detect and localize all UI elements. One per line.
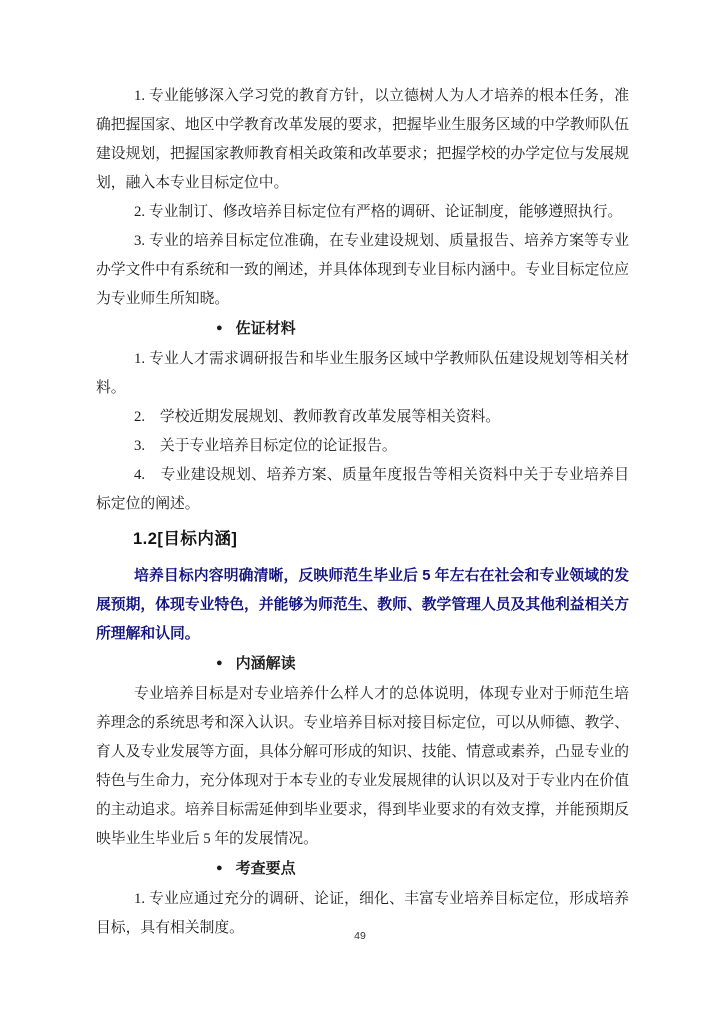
key-points-bullet-heading [96, 854, 629, 885]
evidence-item-1: 1. 专业人才需求调研报告和毕业生服务区域中学教师队伍建设规划等相关材料。 [96, 351, 629, 396]
interpretation-bullet-heading [96, 649, 629, 680]
bullet-icon: ● [216, 657, 223, 669]
clause-3-paragraph: 3. 专业的培养目标定位准确，在专业建设规划、质量报告、培养方案等专业办学文件中有系统和一致的阐述，并具体体现到专业目标内涵中。专业目标定位应为专业师生所知晓。 [96, 233, 629, 307]
clause-2-paragraph: 2. 专业制订、修改培养目标定位有严格的调研、论证制度，能够遵照执行。 [134, 204, 623, 220]
evidence-item-2: 2. 学校近期发展规划、教师教育改革发展等相关资料。 [134, 409, 501, 425]
evidence-bullet-label: 佐证材料 [235, 320, 296, 337]
bullet-icon: ● [216, 862, 223, 874]
standard-statement-paragraph: 培养目标内容明确清晰，反映师范生毕业后 5 年左右在社会和专业领域的发展预期，体现专业特色，并能够为师范生、教师、教学管理人员及其他利益相关方所理解和认同。 [96, 568, 629, 642]
clause-1-paragraph: 1. 专业能够深入学习党的教育方针，以立德树人为人才培养的根本任务，准确把握国家、地区中学教育改革发展的要求，把握毕业生服务区域的中学教师队伍建设规划，把握国家教师教育相关政策和改革要求；把握学校的办学定位与发展规划，融入本专业目标定位中。 [96, 88, 629, 191]
section-1-2-heading: 1.2[目标内涵] [133, 530, 238, 548]
page-number: 49 [354, 930, 366, 942]
key-point-item-1: 1. 专业应通过充分的调研、论证，细化、丰富专业培养目标定位，形成培养目标，具有相关制度。 [96, 891, 629, 936]
evidence-bullet-heading [96, 314, 629, 345]
interpretation-paragraph: 专业培养目标是对专业培养什么样人才的总体说明，体现专业对于师范生培养理念的系统思考和深入认识。专业培养目标对接目标定位，可以从师德、教学、育人及专业发展等方面，具体分解可形成的知识、技能、情意或素养，凸显专业的特色与生命力，充分体现对于本专业的专业发展规律的认识以及对于专业内在价值的主动追求。培养目标需延伸到毕业要求，得到毕业要求的有效支撑，并能预期反映毕业生毕业后 5 年的发展情况。 [96, 686, 629, 847]
interpretation-bullet-label: 内涵解读 [235, 655, 296, 672]
key-points-bullet-label: 考查要点 [235, 860, 296, 877]
evidence-item-3: 3. 关于专业培养目标定位的论证报告。 [134, 438, 397, 454]
bullet-icon: ● [216, 322, 223, 334]
evidence-item-4: 4. 专业建设规划、培养方案、质量年度报告等相关资料中关于专业培养目标定位的阐述。 [96, 467, 629, 512]
text-column [96, 82, 629, 943]
